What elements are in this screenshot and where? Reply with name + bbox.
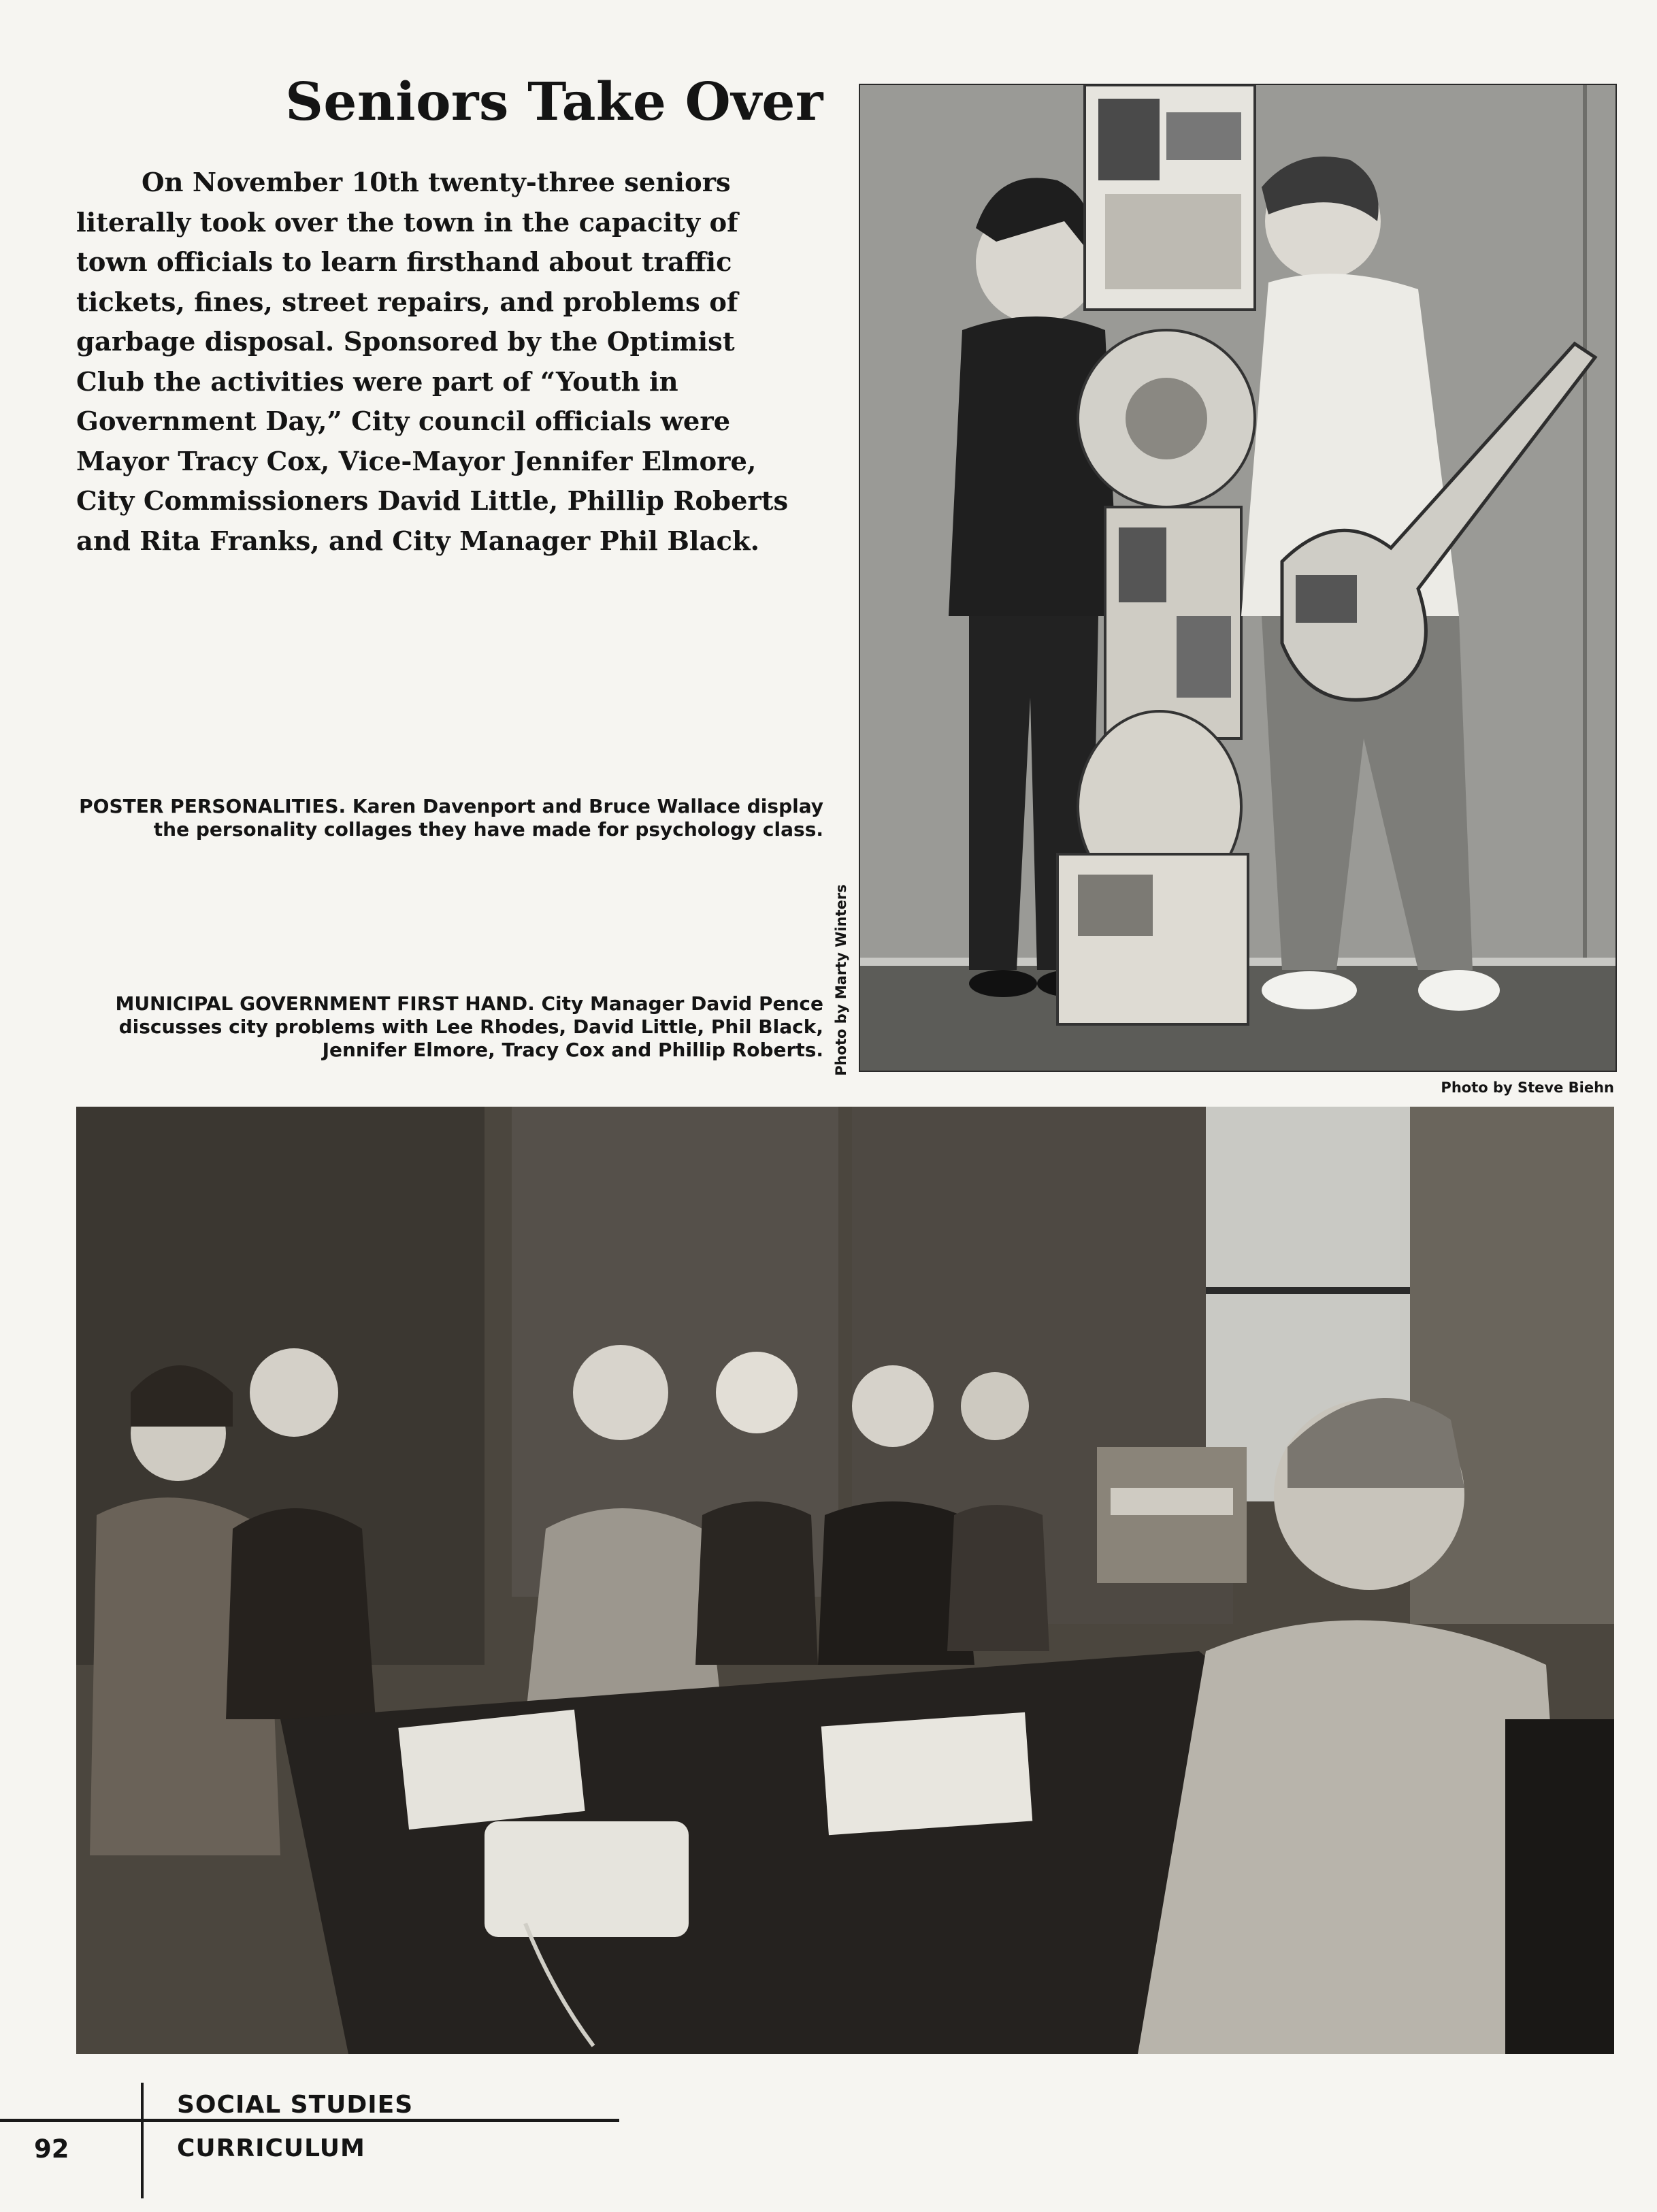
- photo-municipal-government: [76, 1107, 1614, 2054]
- photo-credit-winters: [826, 885, 856, 1075]
- photo-credit-text: Photo by Marty Winters: [833, 884, 849, 1076]
- article-body: On November 10th twenty-three seniors literally took over the town in the capacity of town officials to learn firsthand about traffic tickets, fines, street repairs, and problems of garbage disposal. Sponsored by the Optimist Club the activities were part of “Youth in Government Day,” City council officials were Mayor Tracy Cox, Vice-Mayor Jennifer Elmore, City Commissioners David Little, Phillip Roberts and Rita Franks, and City Manager Phil Black.: [76, 167, 789, 557]
- caption-text: City Manager David Pence discusses city problems with Lee Rhodes, David Little, Phil Black, Jennifer Elmore, Tracy Cox and Phillip Roberts.: [118, 992, 823, 1061]
- caption-lead: POSTER PERSONALITIES.: [79, 795, 346, 817]
- photo-poster-personalities: [859, 84, 1617, 1072]
- caption-text: Karen Davenport and Bruce Wallace display the personality collages they have made for psychology class.: [153, 795, 823, 841]
- caption-municipal-government: [76, 992, 823, 1062]
- caption-lead: MUNICIPAL GOVERNMENT FIRST HAND.: [115, 992, 535, 1015]
- section-label-social-studies: SOCIAL STUDIES: [177, 2091, 414, 2119]
- page-number: 92: [34, 2134, 69, 2164]
- caption-poster-personalities: [76, 795, 823, 841]
- headline: Seniors Take Over: [285, 71, 823, 133]
- section-label-curriculum: CURRICULUM: [177, 2134, 365, 2162]
- municipal-photo-illustration: [76, 1107, 1614, 2054]
- footer-rule-horizontal: [0, 2119, 619, 2122]
- footer-rule-vertical: [141, 2083, 144, 2198]
- photo-credit-biehn: Photo by Steve Biehn: [1441, 1079, 1614, 1096]
- poster-photo-illustration: [860, 85, 1615, 1071]
